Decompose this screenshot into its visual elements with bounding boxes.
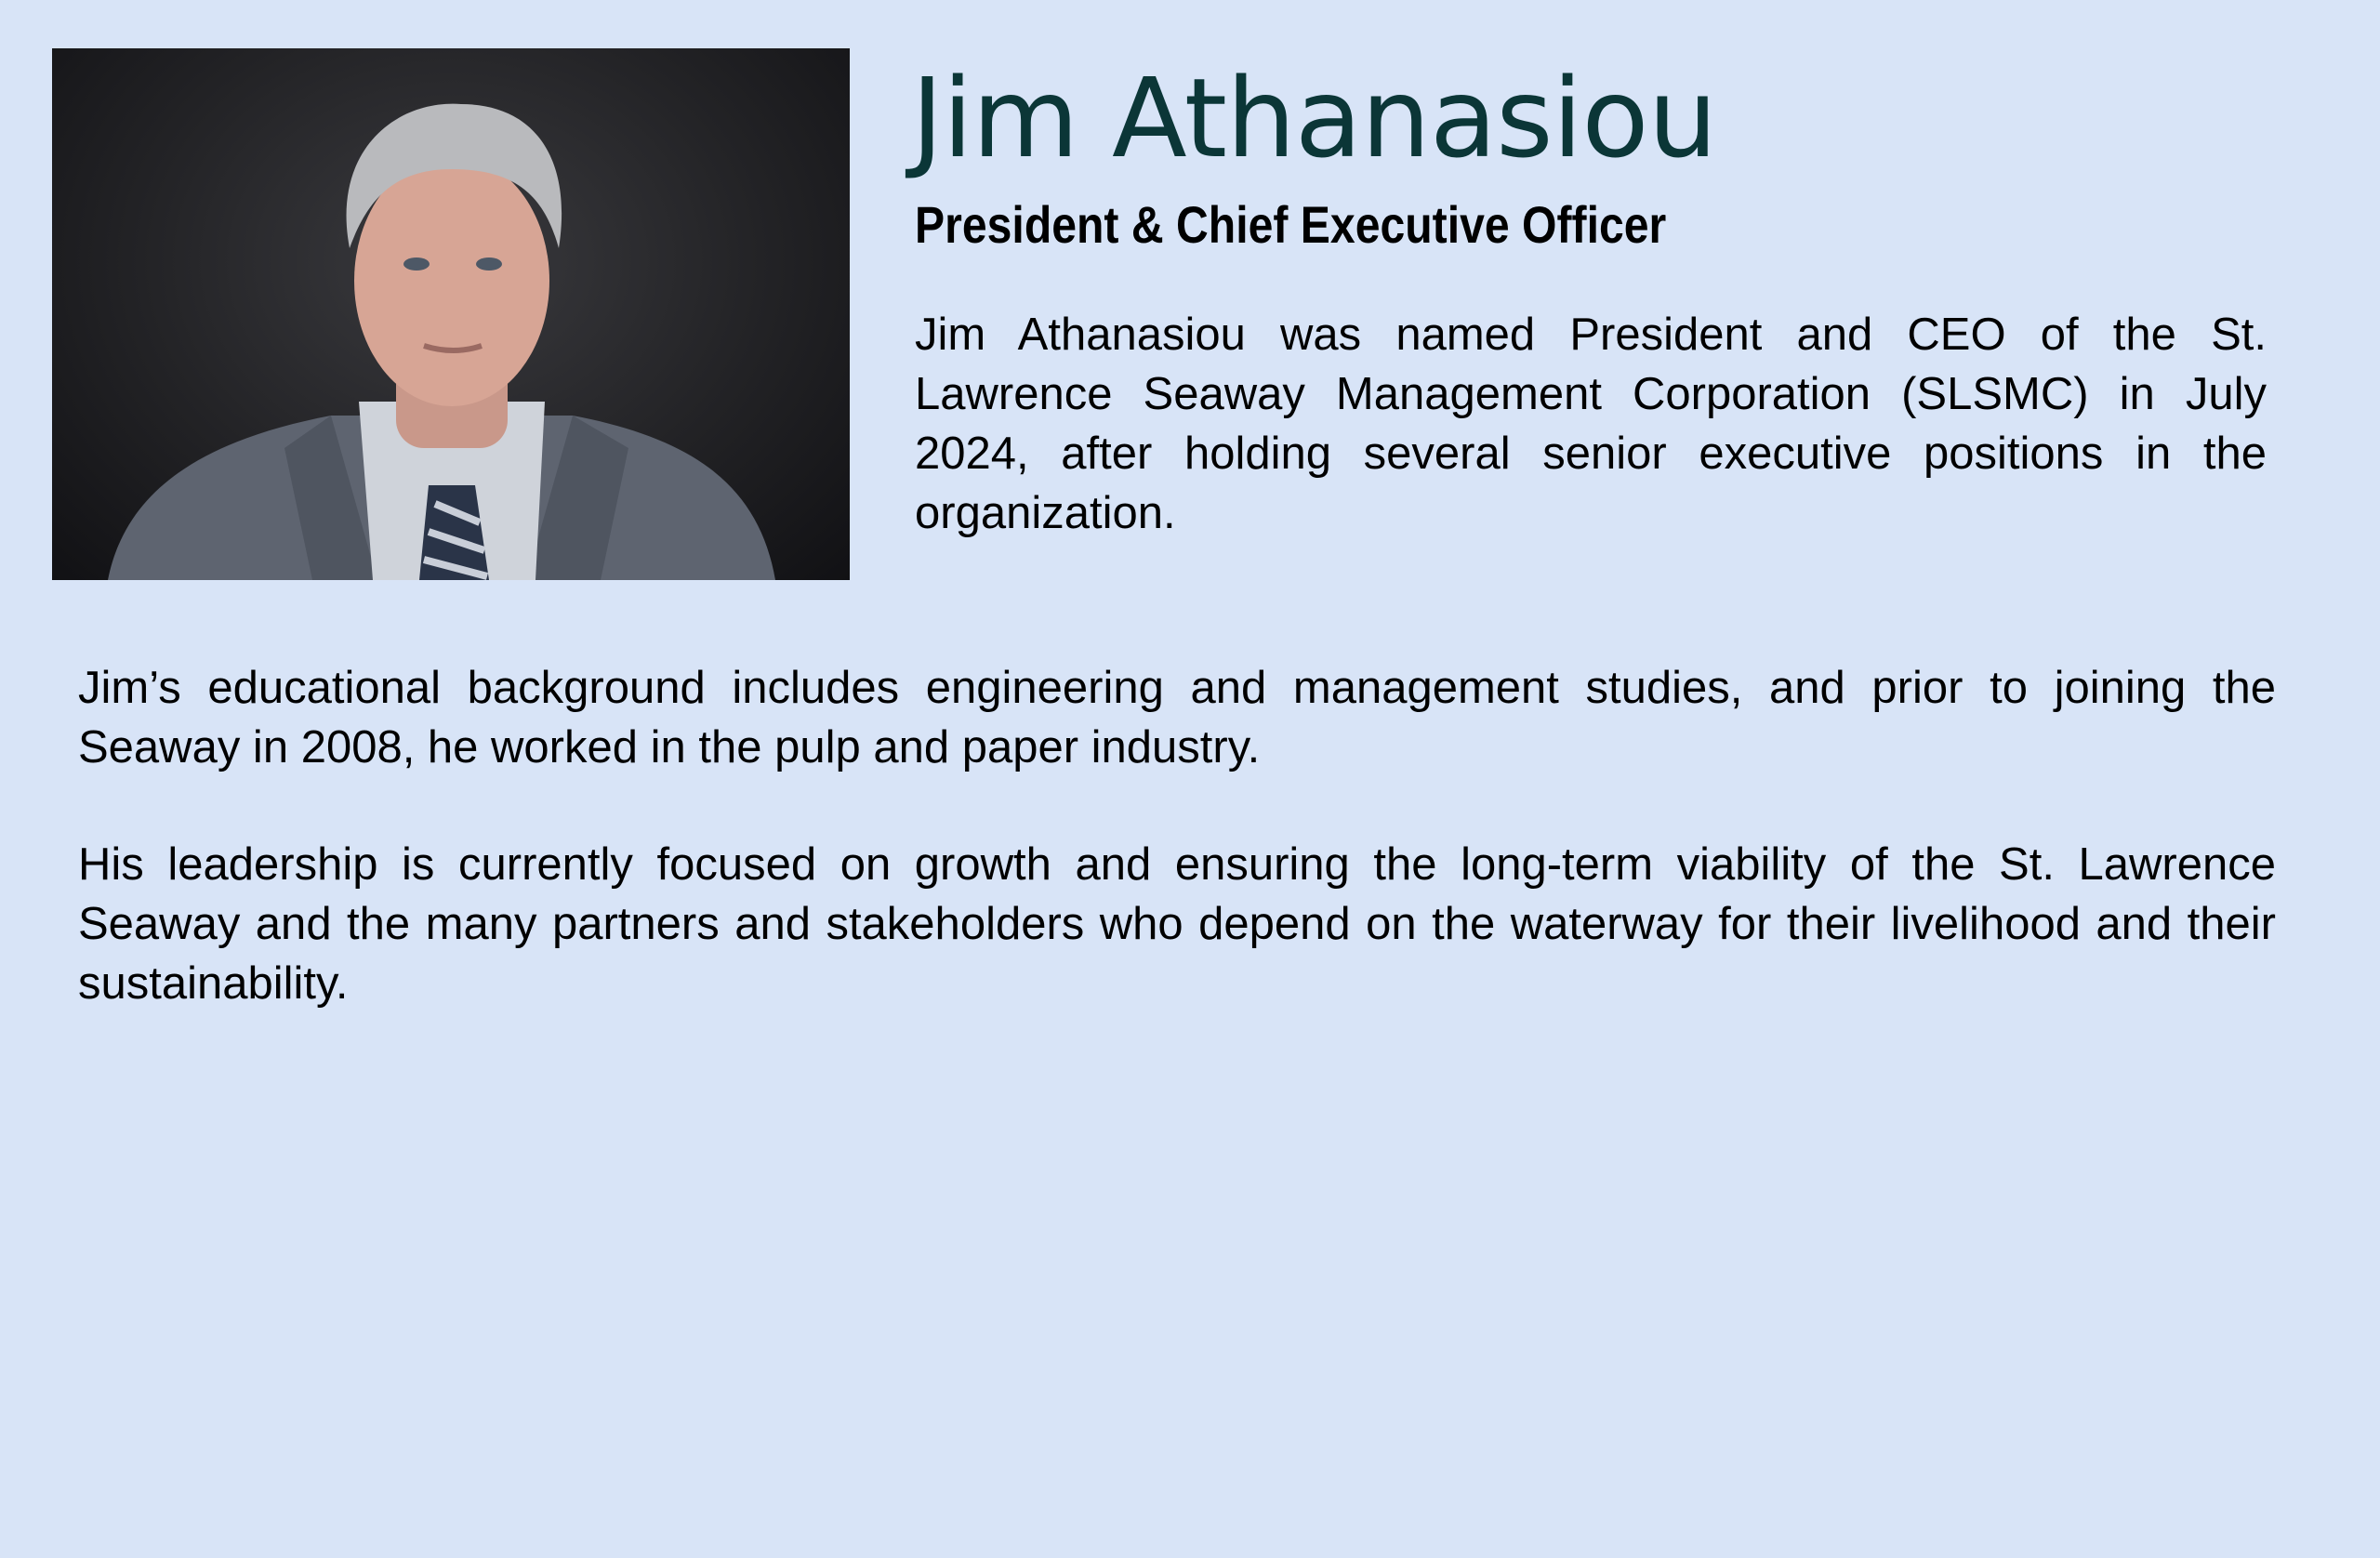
person-name: Jim Athanasiou bbox=[911, 54, 1717, 182]
leadership-paragraph: His leadership is currently focused on growth and ensuring the long-term viability of the St. Lawrence Seaway and the many partners and stakeholders who depend on the waterway for their livelihood and their sustainability. bbox=[78, 839, 2276, 1009]
person-title: President & Chief Executive Officer bbox=[915, 195, 1667, 254]
intro-paragraph: Jim Athanasiou was named President and CEO of the St. Lawrence Seaway Management Corporation (SLSMC) in July 2024, after holding several senior executive positions in the organization. bbox=[915, 310, 2267, 538]
education-paragraph: Jim’s educational background includes engineering and management studies, and prior to joining the Seaway in 2008, he worked in the pulp and paper industry. bbox=[78, 663, 2276, 772]
portrait-photo bbox=[52, 48, 850, 580]
